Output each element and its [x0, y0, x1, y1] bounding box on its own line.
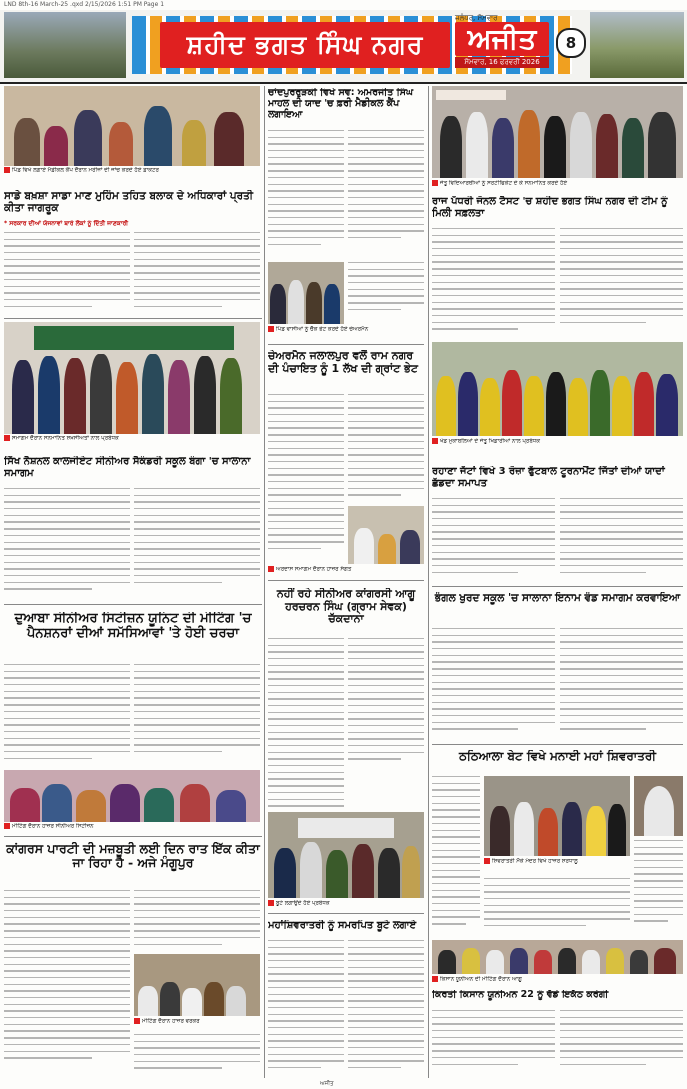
body-a10-col3: [634, 840, 683, 936]
footer-text: ਅਜੀਤ: [320, 1081, 334, 1087]
photo-zonal-test: [432, 86, 683, 178]
body-a6-col1: [432, 498, 555, 582]
headline-a7: ਦੁਆਬਾ ਸੀਨੀਅਰ ਸਿਟੀਜ਼ਨ ਯੂਨਿਟ ਦੀ ਮੀਟਿੰਗ 'ਚ ਪੈਨਸ਼ਨਰਾਂ ਦੀਆਂ ਸਮੱਸਿਆਵਾਂ 'ਤੇ ਹੋਈ ਚਰਚਾ: [14, 612, 252, 641]
headline-a13: ਮਹਾਂਸ਼ਿਵਰਾਤਰੀ ਨੂੰ ਸਮਰਪਿਤ ਬੂਟੇ ਲਗਾਏ: [268, 920, 417, 931]
headline-a4: ਸਿੱਖ ਨੈਸ਼ਨਲ ਕਾਲਜੀਏਟ ਸੀਨੀਅਰ ਸੈਕੰਡਰੀ ਸਕੂਲ ਬੰਗਾ 'ਚ ਸਾਲਾਨਾ ਸਮਾਗਮ: [4, 456, 251, 479]
photo-shivratri: [484, 776, 630, 856]
body-a13-col2: [348, 940, 424, 1076]
photo-medical-camp: [4, 86, 260, 166]
body-a9-col1: [432, 628, 555, 740]
print-slug: LND 8th-16 March-25 .qxd 2/15/2026 1:51 PM Page 1: [4, 1, 165, 8]
caption-a12: ਮੀਟਿੰਗ ਦੌਰਾਨ ਹਾਜ਼ਰ ਵਰਕਰ: [134, 1018, 260, 1032]
page-footer: [0, 1080, 687, 1089]
body-a3-col2: [560, 228, 683, 340]
body-a9-col2: [560, 628, 683, 740]
headline-a6: ਰਹਾਣਾ ਜੱਟਾਂ ਵਿਖੇ 3 ਰੋਜ਼ਾ ਫੁੱਟਬਾਲ ਟੂਰਨਾਮੈਂਟ ਜਿੱਤਾਂ ਦੀਆਂ ਯਾਦਾਂ ਛੱਡਦਾ ਸਮਾਪਤ: [432, 466, 665, 489]
column-rule: [428, 86, 429, 1078]
body-a6-col2: [560, 498, 683, 582]
body-a3-col1: [432, 228, 555, 340]
photo-portrait: [634, 776, 683, 836]
body-a13-col1: [268, 940, 344, 1076]
photo-congress-meeting: [134, 954, 260, 1016]
body-a12-col2b: [134, 1034, 260, 1076]
body-a5-col1: [268, 394, 344, 564]
rule: [268, 580, 424, 581]
caption-a5: ਪਿੰਡ ਵਾਸੀਆਂ ਨੂੰ ਚੈੱਕ ਭੇਟ ਕਰਦੇ ਹੋਏ ਚੇਅਰਮੈਨ: [268, 326, 424, 342]
body-a10-col2: [484, 878, 630, 936]
headline-a8: ਨਹੀਂ ਰਹੇ ਸੀਨੀਅਰ ਕਾਂਗਰਸੀ ਆਗੂ ਹਰਚਰਨ ਸਿੰਘ (ਗ੍ਰਾਮ ਸੇਵਕ) ਚੱਕਦਾਨਾ: [276, 588, 416, 626]
caption-a7: ਮੀਟਿੰਗ ਦੌਰਾਨ ਹਾਜ਼ਰ ਸੀਨੀਅਰ ਸਿਟੀਜ਼ਨ: [4, 823, 260, 835]
body-a11-col1: [432, 1010, 555, 1076]
photo-annual-function: [4, 322, 260, 434]
column-rule: [264, 86, 265, 1078]
caption-a11: ਕਿਸਾਨ ਯੂਨੀਅਨ ਦੀ ਮੀਟਿੰਗ ਦੌਰਾਨ ਆਗੂ: [432, 976, 683, 988]
photo-meeting: [4, 770, 260, 822]
body-a8-col2: [348, 638, 424, 774]
body-a7-col2: [134, 664, 260, 768]
rule: [432, 744, 683, 745]
body-a5-col2: [348, 394, 424, 504]
caption-a6: ਖੇਡ ਮੁਕਾਬਲਿਆਂ ਦੇ ਜੇਤੂ ਖਿਡਾਰੀਆਂ ਨਾਲ ਪ੍ਰਬੰਧਕ: [432, 438, 683, 458]
photo-football: [432, 342, 683, 436]
caption-a1: ਪਿੰਡ ਵਿਖੇ ਲਗਾਏ ਮੈਡੀਕਲ ਕੈਂਪ ਦੌਰਾਨ ਮਰੀਜ਼ਾਂ ਦੀ ਜਾਂਚ ਕਰਦੇ ਹੋਏ ਡਾਕਟਰ: [4, 167, 260, 183]
caption-a3: ਜੇਤੂ ਵਿਦਿਆਰਥੀਆਂ ਨੂੰ ਸਰਟੀਫਿਕੇਟ ਦੇ ਕੇ ਸਨਮਾਨਿਤ ਕਰਦੇ ਹੋਏ: [432, 180, 683, 192]
photo-grant: [268, 262, 344, 324]
masthead-title: ਸ਼ਹੀਦ ਭਗਤ ਸਿੰਘ ਨਗਰ: [160, 22, 450, 68]
rule: [268, 913, 424, 914]
body-a12-col1: [4, 890, 130, 1076]
body-a2-col2b: [348, 262, 424, 324]
rule: [432, 586, 683, 587]
caption-a4: ਸਮਾਗਮ ਦੌਰਾਨ ਸਨਮਾਨਿਤ ਸ਼ਖ਼ਸੀਅਤਾਂ ਨਾਲ ਪ੍ਰਬੰਧਕ: [4, 435, 260, 449]
headline-a1: ਸਾਡੇ ਬਖ਼ਸ਼ਾ ਸਾਡਾ ਮਾਣ ਮੁਹਿੰਮ ਤਹਿਤ ਬਲਾਕ ਦੇ ਅਧਿਕਾਰਾਂ ਪ੍ਰਤੀ ਕੀਤਾ ਜਾਗਰੂਕ: [4, 190, 254, 215]
rule: [4, 836, 262, 837]
body-a1-col1: [4, 232, 130, 316]
body-a12-col2: [134, 890, 260, 952]
masthead-date: ਸੋਮਵਾਰ, 16 ਫਰਵਰੀ 2026: [455, 57, 549, 68]
caption-a8: ਅਰਦਾਸ ਸਮਾਗਮ ਦੌਰਾਨ ਹਾਜ਼ਰ ਸੰਗਤ: [268, 566, 424, 578]
body-a7-col1: [4, 664, 130, 768]
body-a11-col2: [560, 1010, 683, 1076]
kicker-a1: * ਸਰਕਾਰ ਦੀਆਂ ਯੋਜਨਾਵਾਂ ਬਾਰੇ ਲੋਕਾਂ ਨੂੰ ਦਿੱਤੀ ਜਾਣਕਾਰੀ: [4, 220, 129, 227]
body-a1-col2: [134, 232, 260, 316]
rule: [4, 318, 262, 319]
caption-a10: ਸ਼ਿਵਰਾਤਰੀ ਮੌਕੇ ਮੰਦਰ ਵਿਖੇ ਹਾਜ਼ਰ ਸ਼ਰਧਾਲੂ: [484, 858, 630, 876]
body-a10-col1: [432, 776, 480, 936]
masthead-edition: ਜਲੰਧਰ, ਸੋਮਵਾਰ: [455, 14, 498, 22]
headline-a11: ਕਿਰਤੀ ਕਿਸਾਨ ਯੂਨੀਅਨ 22 ਨੂੰ ਵੱਡੇ ਇਕੱਠ ਕਰੇਗੀ: [432, 990, 609, 1000]
body-a2-col1: [268, 130, 344, 258]
masthead-logo: ਅਜੀਤ: [455, 22, 549, 56]
rule: [4, 604, 262, 605]
photo-ardas: [348, 506, 424, 564]
headline-a10: ਠਠਿਆਲਾ ਬੇਟ ਵਿਖੇ ਮਨਾਈ ਮਹਾਂ ਸ਼ਿਵਰਾਤਰੀ: [459, 750, 656, 763]
headline-a2: ਚਾਂਦਪੁਰਰੁੜਕੀ ਵਿਖੇ ਸਵ: ਅਮਰਜੀਤ ਸਿੰਘ ਮਾਹਲ ਦੀ ਯਾਦ 'ਚ ਫ਼ਰੀ ਮੈਡੀਕਲ ਕੈਂਪ ਲਗਾਇਆ: [268, 88, 414, 120]
photo-kisan-union: [432, 940, 683, 974]
body-a4-col2: [134, 488, 260, 600]
caption-a13: ਬੂਟੇ ਲਗਾਉਂਦੇ ਹੋਏ ਪ੍ਰਬੰਧਕ: [268, 900, 424, 912]
photo-tree-plantation: [268, 812, 424, 898]
masthead-photo-right: [590, 12, 684, 78]
headline-a3: ਰਾਜ ਪੱਧਰੀ ਜੋਨਲ ਟੈਸਟ 'ਚ ਸ਼ਹੀਦ ਭਗਤ ਸਿੰਘ ਨਗਰ ਦੀ ਟੀਮ ਨੂੰ ਮਿਲੀ ਸਫ਼ਲਤਾ: [432, 196, 668, 219]
headline-a5: ਚੇਅਰਮੈਨ ਜਲਾਲਪੁਰ ਵਲੋਂ ਰਾਮ ਨਗਰ ਦੀ ਪੰਚਾਇਤ ਨੂੰ 1 ਲੱਖ ਦੀ ਗ੍ਰਾਂਟ ਭੇਟ: [268, 350, 418, 375]
masthead: [0, 10, 687, 84]
masthead-photo-left: [4, 12, 126, 78]
body-a4-col1: [4, 488, 130, 600]
page-number: 8: [556, 28, 586, 58]
body-a2-col2: [348, 130, 424, 258]
rule: [268, 344, 424, 345]
headline-a12: ਕਾਂਗਰਸ ਪਾਰਟੀ ਦੀ ਮਜ਼ਬੂਤੀ ਲਈ ਦਿਨ ਰਾਤ ਇੱਕ ਕੀਤਾ ਜਾ ਰਿਹਾ ਹੈ - ਅਜੇ ਮੰਗੂਪੁਰ: [6, 842, 260, 871]
headline-a9: ਭੰਗਲ ਖੁਰਦ ਸਕੂਲ 'ਚ ਸਾਲਾਨਾ ਇਨਾਮ ਵੰਡ ਸਮਾਗਮ ਕਰਵਾਇਆ: [434, 592, 681, 604]
